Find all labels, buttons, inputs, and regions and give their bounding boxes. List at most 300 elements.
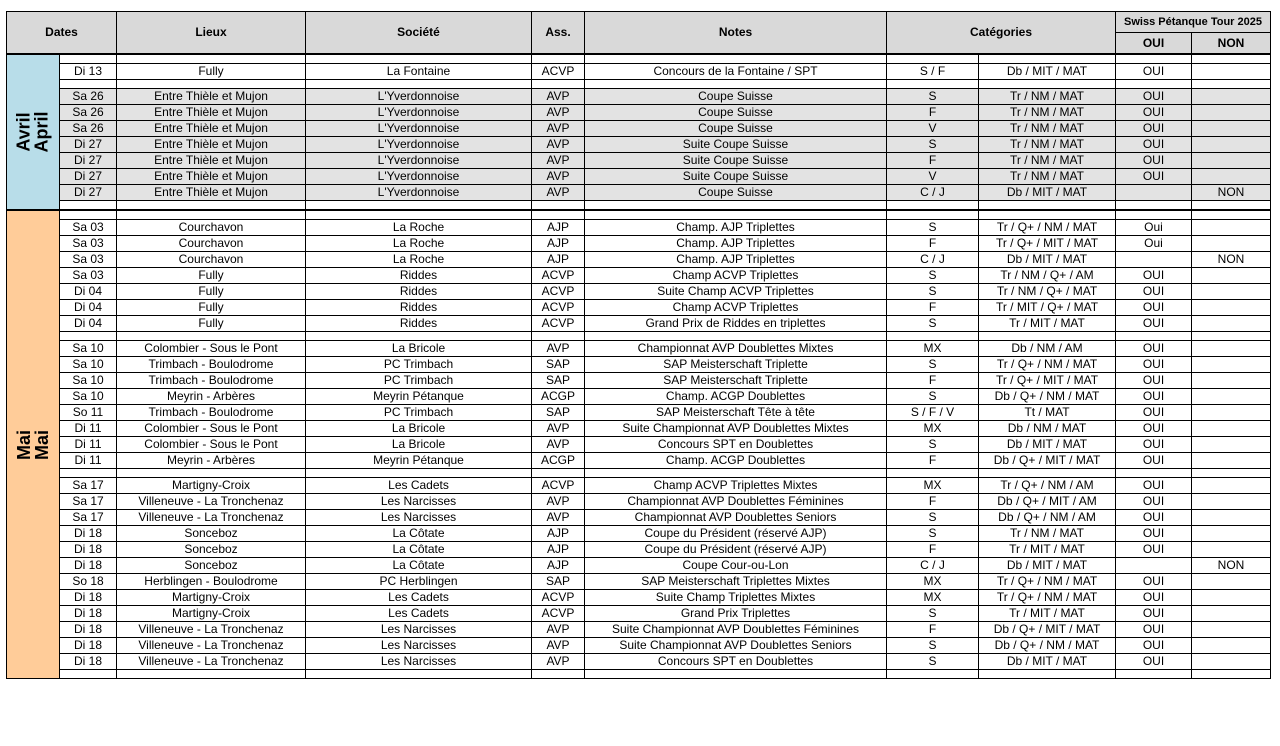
lieu-cell: Fully [117, 284, 306, 300]
ass-cell: AVP [532, 121, 585, 137]
categorie-cell [887, 332, 979, 341]
table-row [7, 220, 1271, 236]
ass-cell: ACVP [532, 284, 585, 300]
notes-cell: Champ ACVP Triplettes Mixtes [585, 478, 887, 494]
categorie-cell: S [887, 638, 979, 654]
categorie-cell: F [887, 453, 979, 469]
type-cell: Db / Q+ / NM / MAT [979, 638, 1116, 654]
societe-cell [306, 469, 532, 478]
ass-cell: ACVP [532, 64, 585, 80]
categorie-cell: S [887, 526, 979, 542]
notes-cell: Championnat AVP Doublettes Seniors [585, 510, 887, 526]
oui-cell: OUI [1116, 453, 1192, 469]
type-cell: Tr / MIT / MAT [979, 316, 1116, 332]
societe-cell: Riddes [306, 300, 532, 316]
non-cell [1192, 654, 1271, 670]
non-cell [1192, 526, 1271, 542]
oui-cell: OUI [1116, 153, 1192, 169]
spacer-row [7, 210, 1271, 220]
categorie-cell: F [887, 153, 979, 169]
type-cell: Db / Q+ / NM / MAT [979, 389, 1116, 405]
spacer-row [7, 201, 1271, 211]
notes-cell: Coupe du Président (réservé AJP) [585, 542, 887, 558]
ass-cell: ACVP [532, 300, 585, 316]
categorie-cell: S [887, 510, 979, 526]
categorie-cell: MX [887, 574, 979, 590]
ass-cell: SAP [532, 574, 585, 590]
type-cell: Db / MIT / MAT [979, 64, 1116, 80]
categorie-cell: S / F / V [887, 405, 979, 421]
non-cell [1192, 437, 1271, 453]
notes-cell [585, 210, 887, 220]
spacer-row [7, 54, 1271, 64]
type-cell: Tr / NM / MAT [979, 153, 1116, 169]
lieu-cell [117, 54, 306, 64]
ass-cell: AVP [532, 437, 585, 453]
type-cell: Db / MIT / MAT [979, 437, 1116, 453]
oui-cell [1116, 210, 1192, 220]
non-cell [1192, 341, 1271, 357]
oui-cell: OUI [1116, 357, 1192, 373]
non-cell [1192, 373, 1271, 389]
date-cell: Sa 10 [60, 389, 117, 405]
ass-cell: AVP [532, 421, 585, 437]
date-cell: Sa 26 [60, 89, 117, 105]
table-row [7, 606, 1271, 622]
month-label-cell [7, 210, 60, 679]
lieu-cell: Trimbach - Boulodrome [117, 373, 306, 389]
categorie-cell: S [887, 137, 979, 153]
date-cell: Di 27 [60, 169, 117, 185]
header-ass: Ass. [532, 12, 585, 55]
categorie-cell: F [887, 494, 979, 510]
categorie-cell: S [887, 654, 979, 670]
societe-cell: L'Yverdonnoise [306, 169, 532, 185]
oui-cell: OUI [1116, 405, 1192, 421]
categorie-cell: F [887, 300, 979, 316]
date-cell: Sa 10 [60, 341, 117, 357]
date-cell: So 18 [60, 574, 117, 590]
type-cell: Tr / Q+ / NM / AM [979, 478, 1116, 494]
notes-cell: Coupe Cour-ou-Lon [585, 558, 887, 574]
header-lieux: Lieux [117, 12, 306, 55]
societe-cell: PC Herblingen [306, 574, 532, 590]
date-cell: Di 18 [60, 606, 117, 622]
type-cell: Db / MIT / MAT [979, 558, 1116, 574]
table-row [7, 494, 1271, 510]
type-cell: Tr / NM / Q+ / AM [979, 268, 1116, 284]
date-cell [60, 469, 117, 478]
non-cell [1192, 389, 1271, 405]
ass-cell [532, 80, 585, 89]
non-cell [1192, 606, 1271, 622]
oui-cell: OUI [1116, 169, 1192, 185]
non-cell [1192, 670, 1271, 679]
non-cell [1192, 494, 1271, 510]
ass-cell: AJP [532, 236, 585, 252]
lieu-cell: Villeneuve - La Tronchenaz [117, 494, 306, 510]
societe-cell: PC Trimbach [306, 405, 532, 421]
type-cell: Tr / Q+ / NM / MAT [979, 574, 1116, 590]
table-row [7, 574, 1271, 590]
societe-cell: Les Narcisses [306, 494, 532, 510]
table-row [7, 453, 1271, 469]
type-cell: Tr / Q+ / MIT / MAT [979, 236, 1116, 252]
calendar-sheet [6, 11, 1271, 679]
date-cell: Di 13 [60, 64, 117, 80]
notes-cell: Championnat AVP Doublettes Féminines [585, 494, 887, 510]
categorie-cell [887, 670, 979, 679]
societe-cell: Les Cadets [306, 478, 532, 494]
categorie-cell [887, 469, 979, 478]
spacer-row [7, 670, 1271, 679]
notes-cell: Coupe Suisse [585, 185, 887, 201]
date-cell [60, 670, 117, 679]
non-cell [1192, 64, 1271, 80]
lieu-cell: Meyrin - Arbères [117, 453, 306, 469]
non-cell [1192, 405, 1271, 421]
lieu-cell: Entre Thièle et Mujon [117, 105, 306, 121]
table-row [7, 252, 1271, 268]
type-cell [979, 670, 1116, 679]
lieu-cell: Fully [117, 316, 306, 332]
type-cell: Db / MIT / MAT [979, 654, 1116, 670]
lieu-cell: Martigny-Croix [117, 606, 306, 622]
societe-cell [306, 201, 532, 211]
type-cell: Tr / Q+ / NM / MAT [979, 590, 1116, 606]
notes-cell [585, 670, 887, 679]
lieu-cell: Villeneuve - La Tronchenaz [117, 638, 306, 654]
oui-cell: OUI [1116, 284, 1192, 300]
societe-cell: La Roche [306, 220, 532, 236]
lieu-cell: Meyrin - Arbères [117, 389, 306, 405]
lieu-cell: Entre Thièle et Mujon [117, 121, 306, 137]
ass-cell [532, 54, 585, 64]
notes-cell: Champ ACVP Triplettes [585, 268, 887, 284]
notes-cell: Suite Championnat AVP Doublettes Féminines [585, 622, 887, 638]
non-cell [1192, 80, 1271, 89]
oui-cell [1116, 185, 1192, 201]
ass-cell [532, 670, 585, 679]
societe-cell: L'Yverdonnoise [306, 121, 532, 137]
non-cell [1192, 316, 1271, 332]
ass-cell: AVP [532, 89, 585, 105]
date-cell: So 11 [60, 405, 117, 421]
categorie-cell [887, 80, 979, 89]
spacer-row [7, 332, 1271, 341]
societe-cell: L'Yverdonnoise [306, 137, 532, 153]
type-cell: Tr / MIT / MAT [979, 606, 1116, 622]
ass-cell: AVP [532, 341, 585, 357]
societe-cell: La Côtate [306, 558, 532, 574]
lieu-cell [117, 210, 306, 220]
type-cell [979, 80, 1116, 89]
notes-cell: Coupe Suisse [585, 89, 887, 105]
categorie-cell: C / J [887, 185, 979, 201]
non-cell [1192, 220, 1271, 236]
notes-cell: SAP Meisterschaft Tête à tête [585, 405, 887, 421]
categorie-cell: C / J [887, 558, 979, 574]
oui-cell [1116, 558, 1192, 574]
date-cell: Di 11 [60, 421, 117, 437]
month-label-de: April [31, 111, 52, 153]
categorie-cell: C / J [887, 252, 979, 268]
table-row [7, 654, 1271, 670]
notes-cell [585, 201, 887, 211]
type-cell: Db / NM / AM [979, 341, 1116, 357]
type-cell: Tr / NM / Q+ / MAT [979, 284, 1116, 300]
date-cell: Sa 26 [60, 105, 117, 121]
oui-cell: OUI [1116, 89, 1192, 105]
table-row [7, 121, 1271, 137]
non-cell [1192, 622, 1271, 638]
date-cell: Di 18 [60, 526, 117, 542]
ass-cell [532, 469, 585, 478]
non-cell [1192, 268, 1271, 284]
non-cell [1192, 169, 1271, 185]
oui-cell: Oui [1116, 236, 1192, 252]
lieu-cell: Sonceboz [117, 526, 306, 542]
ass-cell: ACVP [532, 590, 585, 606]
type-cell [979, 469, 1116, 478]
date-cell [60, 80, 117, 89]
type-cell: Tt / MAT [979, 405, 1116, 421]
oui-cell: OUI [1116, 316, 1192, 332]
notes-cell: Suite Coupe Suisse [585, 137, 887, 153]
oui-cell: OUI [1116, 421, 1192, 437]
table-row [7, 185, 1271, 201]
lieu-cell: Villeneuve - La Tronchenaz [117, 654, 306, 670]
type-cell [979, 54, 1116, 64]
ass-cell: ACVP [532, 316, 585, 332]
notes-cell: Coupe du Président (réservé AJP) [585, 526, 887, 542]
date-cell: Di 27 [60, 137, 117, 153]
table-row [7, 405, 1271, 421]
societe-cell: Meyrin Pétanque [306, 453, 532, 469]
societe-cell: PC Trimbach [306, 373, 532, 389]
table-row [7, 622, 1271, 638]
ass-cell: AVP [532, 105, 585, 121]
notes-cell: Suite Championnat AVP Doublettes Mixtes [585, 421, 887, 437]
ass-cell: AJP [532, 526, 585, 542]
ass-cell: AJP [532, 542, 585, 558]
societe-cell [306, 670, 532, 679]
ass-cell [532, 332, 585, 341]
notes-cell: SAP Meisterschaft Triplette [585, 373, 887, 389]
ass-cell: AVP [532, 185, 585, 201]
oui-cell: OUI [1116, 622, 1192, 638]
categorie-cell: MX [887, 478, 979, 494]
date-cell [60, 210, 117, 220]
notes-cell [585, 469, 887, 478]
notes-cell: Concours SPT en Doublettes [585, 654, 887, 670]
lieu-cell: Sonceboz [117, 542, 306, 558]
type-cell: Db / Q+ / MIT / AM [979, 494, 1116, 510]
oui-cell: OUI [1116, 121, 1192, 137]
non-cell [1192, 236, 1271, 252]
categorie-cell: S [887, 316, 979, 332]
table-row [7, 638, 1271, 654]
categorie-cell: MX [887, 590, 979, 606]
table-row [7, 437, 1271, 453]
notes-cell: SAP Meisterschaft Triplette [585, 357, 887, 373]
date-cell: Di 27 [60, 153, 117, 169]
ass-cell [532, 201, 585, 211]
societe-cell: Les Cadets [306, 606, 532, 622]
table-row [7, 526, 1271, 542]
date-cell: Sa 03 [60, 236, 117, 252]
categorie-cell: F [887, 622, 979, 638]
lieu-cell: Fully [117, 268, 306, 284]
ass-cell: AJP [532, 220, 585, 236]
month-label [15, 429, 51, 459]
lieu-cell: Sonceboz [117, 558, 306, 574]
notes-cell: Grand Prix de Riddes en triplettes [585, 316, 887, 332]
type-cell: Tr / NM / MAT [979, 137, 1116, 153]
type-cell: Tr / Q+ / MIT / MAT [979, 373, 1116, 389]
header-societe: Société [306, 12, 532, 55]
non-cell [1192, 284, 1271, 300]
notes-cell: Suite Coupe Suisse [585, 169, 887, 185]
oui-cell: OUI [1116, 654, 1192, 670]
notes-cell: Champ. AJP Triplettes [585, 252, 887, 268]
lieu-cell: Trimbach - Boulodrome [117, 405, 306, 421]
lieu-cell: Villeneuve - La Tronchenaz [117, 510, 306, 526]
ass-cell: AVP [532, 622, 585, 638]
lieu-cell [117, 80, 306, 89]
ass-cell: SAP [532, 405, 585, 421]
notes-cell: Champ ACVP Triplettes [585, 300, 887, 316]
ass-cell: AVP [532, 510, 585, 526]
categorie-cell: F [887, 542, 979, 558]
type-cell [979, 210, 1116, 220]
notes-cell: Concours de la Fontaine / SPT [585, 64, 887, 80]
lieu-cell: Herblingen - Boulodrome [117, 574, 306, 590]
societe-cell: Meyrin Pétanque [306, 389, 532, 405]
type-cell: Db / Q+ / MIT / MAT [979, 622, 1116, 638]
ass-cell: ACGP [532, 453, 585, 469]
oui-cell: OUI [1116, 590, 1192, 606]
table-row [7, 284, 1271, 300]
date-cell: Sa 03 [60, 252, 117, 268]
date-cell: Sa 10 [60, 373, 117, 389]
societe-cell: L'Yverdonnoise [306, 89, 532, 105]
categorie-cell: S [887, 437, 979, 453]
type-cell: Db / NM / MAT [979, 421, 1116, 437]
month-label-de: Mai [31, 429, 52, 460]
type-cell: Db / MIT / MAT [979, 185, 1116, 201]
societe-cell: La Bricole [306, 421, 532, 437]
non-cell [1192, 89, 1271, 105]
table-row [7, 89, 1271, 105]
non-cell [1192, 300, 1271, 316]
oui-cell [1116, 332, 1192, 341]
non-cell [1192, 510, 1271, 526]
table-row [7, 153, 1271, 169]
table-row [7, 268, 1271, 284]
categorie-cell: S [887, 606, 979, 622]
non-cell: NON [1192, 558, 1271, 574]
type-cell: Tr / NM / MAT [979, 526, 1116, 542]
categorie-cell [887, 201, 979, 211]
date-cell: Sa 26 [60, 121, 117, 137]
notes-cell: Coupe Suisse [585, 121, 887, 137]
lieu-cell: Fully [117, 300, 306, 316]
table-row [7, 510, 1271, 526]
table-row [7, 357, 1271, 373]
lieu-cell: Courchavon [117, 236, 306, 252]
categorie-cell: S [887, 220, 979, 236]
header-dates: Dates [7, 12, 117, 55]
societe-cell: L'Yverdonnoise [306, 153, 532, 169]
non-cell [1192, 478, 1271, 494]
oui-cell: OUI [1116, 606, 1192, 622]
notes-cell: Coupe Suisse [585, 105, 887, 121]
societe-cell: Les Narcisses [306, 638, 532, 654]
date-cell: Di 18 [60, 590, 117, 606]
notes-cell: Championnat AVP Doublettes Mixtes [585, 341, 887, 357]
oui-cell [1116, 252, 1192, 268]
header-tour: Swiss Pétanque Tour 2025 [1116, 12, 1271, 33]
ass-cell: AJP [532, 558, 585, 574]
categorie-cell: F [887, 373, 979, 389]
month-label [15, 111, 51, 152]
non-cell [1192, 201, 1271, 211]
month-label-fr: Mai [13, 429, 34, 460]
date-cell: Di 11 [60, 437, 117, 453]
date-cell: Sa 03 [60, 220, 117, 236]
non-cell [1192, 357, 1271, 373]
ass-cell: ACVP [532, 268, 585, 284]
notes-cell [585, 80, 887, 89]
type-cell [979, 201, 1116, 211]
header-non: NON [1192, 33, 1271, 55]
categorie-cell: V [887, 169, 979, 185]
lieu-cell [117, 469, 306, 478]
table-row [7, 300, 1271, 316]
non-cell [1192, 54, 1271, 64]
table-row [7, 137, 1271, 153]
ass-cell: AVP [532, 494, 585, 510]
oui-cell: OUI [1116, 300, 1192, 316]
lieu-cell: Martigny-Croix [117, 590, 306, 606]
date-cell: Di 18 [60, 638, 117, 654]
header-notes: Notes [585, 12, 887, 55]
date-cell: Sa 10 [60, 357, 117, 373]
oui-cell: OUI [1116, 478, 1192, 494]
lieu-cell: Colombier - Sous le Pont [117, 421, 306, 437]
oui-cell: Oui [1116, 220, 1192, 236]
date-cell: Sa 17 [60, 478, 117, 494]
date-cell: Di 04 [60, 316, 117, 332]
table-row [7, 341, 1271, 357]
lieu-cell: Colombier - Sous le Pont [117, 341, 306, 357]
calendar-table [6, 11, 1271, 679]
date-cell: Sa 17 [60, 510, 117, 526]
categorie-cell: S [887, 284, 979, 300]
month-label-fr: Avril [13, 112, 34, 152]
ass-cell: AVP [532, 153, 585, 169]
notes-cell: Champ. AJP Triplettes [585, 236, 887, 252]
table-row [7, 316, 1271, 332]
lieu-cell: Villeneuve - La Tronchenaz [117, 622, 306, 638]
table-row [7, 236, 1271, 252]
non-cell: NON [1192, 252, 1271, 268]
table-row [7, 389, 1271, 405]
categorie-cell: S [887, 389, 979, 405]
societe-cell: Riddes [306, 316, 532, 332]
oui-cell: OUI [1116, 437, 1192, 453]
